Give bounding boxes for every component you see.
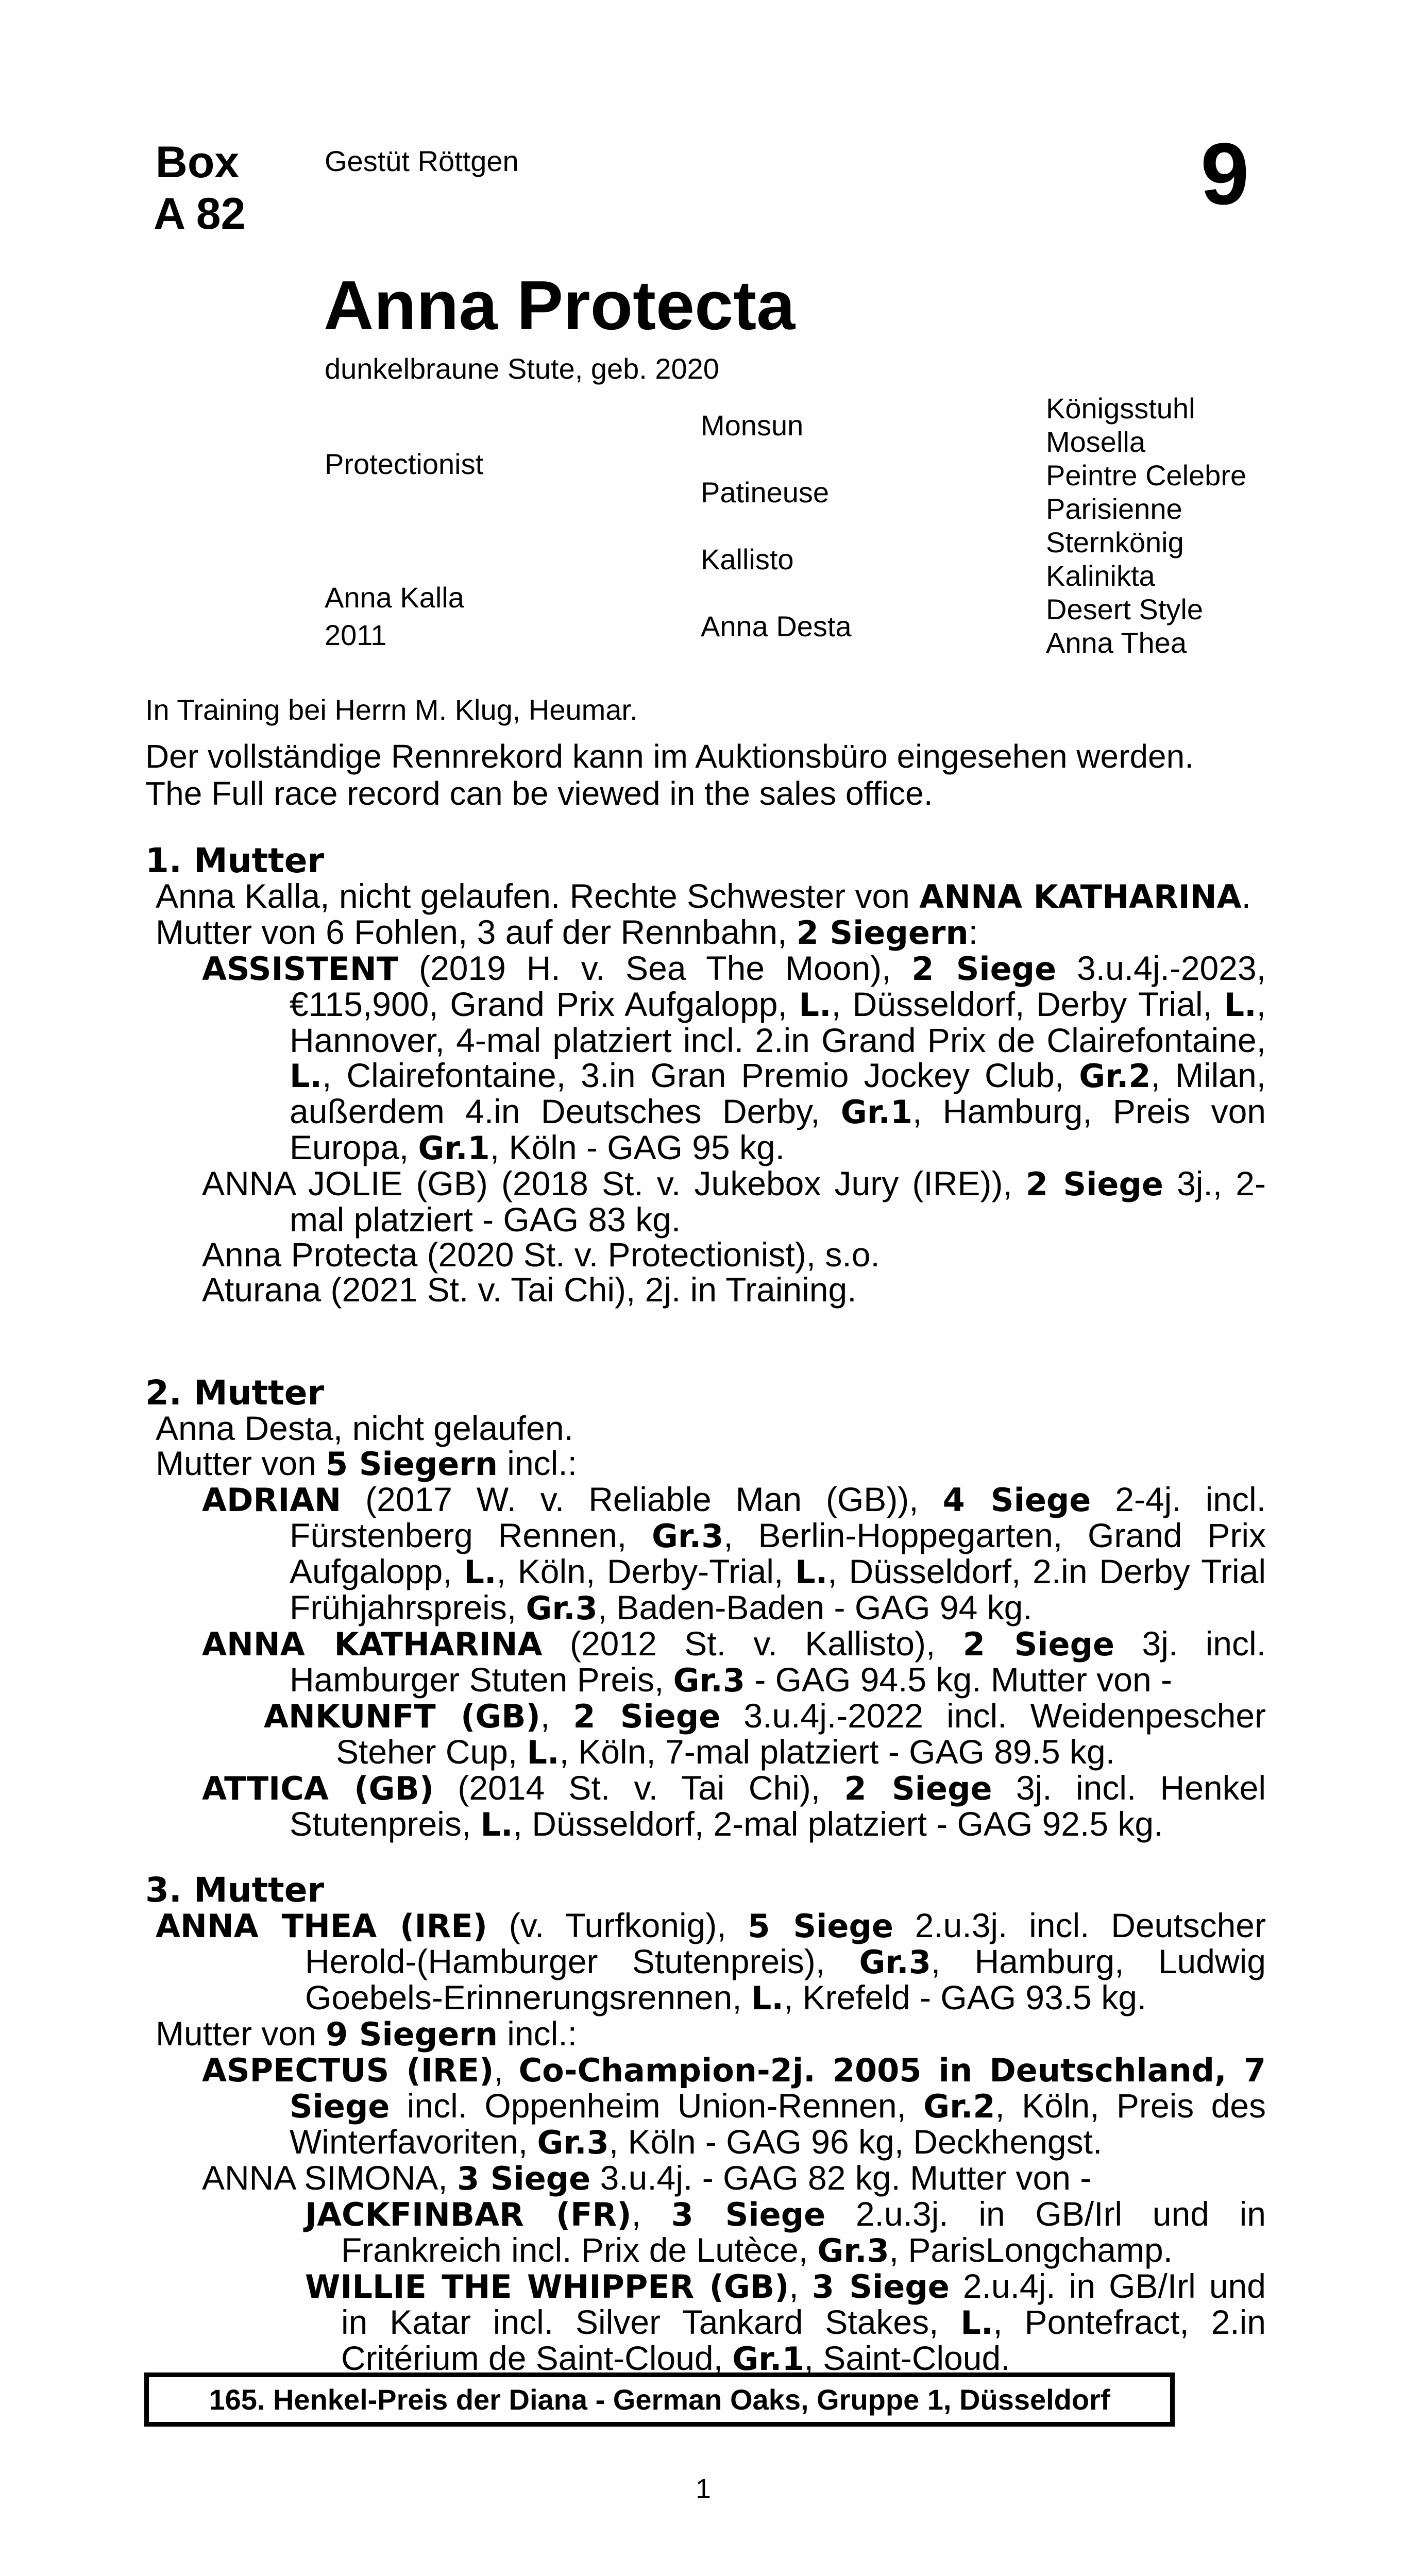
dam-line: ANNA THEA (IRE) (v. Turfkonig), 5 Siege 2.u.3j. incl. Deutscher Herold-(Hamburger Stutenpreis), Gr.3, Hamburg, Ludwig Goebels-Erinnerungsrennen, L., Krefeld - GAG 93.5 kg. xyxy=(156,1906,1266,2017)
section-heading: 1. Mutter xyxy=(145,841,325,880)
pedigree-gen3-item: Sternkönig xyxy=(1046,526,1184,558)
produce-entry: Aturana (2021 St. v. Tai Chi), 2j. in Training. xyxy=(202,1270,857,1309)
produce-summary: Mutter von 5 Siegern incl.: xyxy=(156,1444,578,1483)
pedigree-dam-year: 2011 xyxy=(325,619,387,651)
notice-en: The Full race record can be viewed in the sales office. xyxy=(145,775,933,812)
produce-sub-entry: ANKUNFT (GB), 2 Siege 3.u.4j.-2022 incl. Weidenpescher Steher Cup, L., Köln, 7-mal platziert - GAG 89.5 kg. xyxy=(264,1697,1266,1771)
pedigree-gen3-item: Kalinikta xyxy=(1046,560,1155,592)
box-label xyxy=(154,137,246,240)
pedigree-sire: Protectionist xyxy=(325,448,484,480)
race-record-notice xyxy=(145,738,1194,812)
pedigree-gen3-item: Desert Style xyxy=(1046,593,1203,625)
produce-entry: ANNA SIMONA, 3 Siege 3.u.4j. - GAG 82 kg. Mutter von - xyxy=(202,2159,1092,2197)
training-note: In Training bei Herrn M. Klug, Heumar. xyxy=(145,693,638,726)
produce-summary: Mutter von 9 Siegern incl.: xyxy=(156,2014,578,2053)
produce-entry: ATTICA (GB) (2014 St. v. Tai Chi), 2 Siege 3j. incl. Henkel Stutenpreis, L., Düsseldorf, 2-mal platziert - GAG 92.5 kg. xyxy=(202,1769,1266,1843)
pedigree-gen3-item: Parisienne xyxy=(1046,493,1182,525)
section-heading: 2. Mutter xyxy=(145,1373,325,1413)
pedigree-gen2-item: Monsun xyxy=(701,409,804,442)
pedigree-dam: Anna Kalla xyxy=(325,581,464,614)
horse-description: dunkelbraune Stute, geb. 2020 xyxy=(325,352,719,385)
produce-sub-entry: WILLIE THE WHIPPER (GB), 3 Siege 2.u.4j. in GB/Irl und in Katar incl. Silver Tankard Stakes, L., Pontefract, 2.in Critérium de Saint-Cloud, Gr.1, Saint-Cloud. xyxy=(305,2267,1266,2378)
produce-entry: ASPECTUS (IRE), Co-Champion-2j. 2005 in Deutschland, 7 Siege incl. Oppenheim Union-Rennen, Gr.2, Köln, Preis des Winterfavoriten, Gr.3, Köln - GAG 96 kg, Deckhengst. xyxy=(202,2050,1266,2161)
produce-sub-entry: JACKFINBAR (FR), 3 Siege 2.u.3j. in GB/Irl und in Frankreich incl. Prix de Lutèce, Gr.3, ParisLongchamp. xyxy=(305,2195,1266,2269)
dam-line: Anna Desta, nicht gelaufen. xyxy=(156,1409,573,1447)
pedigree-gen2-item: Kallisto xyxy=(701,543,794,575)
notice-de: Der vollständige Rennrekord kann im Auktionsbüro eingesehen werden. xyxy=(145,738,1194,775)
produce-entry: ANNA JOLIE (GB) (2018 St. v. Jukebox Jury (IRE)), 2 Siege 3j., 2-mal platziert - GAG 83 kg. xyxy=(202,1164,1266,1239)
produce-entry: ADRIAN (2017 W. v. Reliable Man (GB)), 4 Siege 2-4j. incl. Fürstenberg Rennen, Gr.3, Berlin-Hoppegarten, Grand Prix Aufgalopp, L., Köln, Derby-Trial, L., Düsseldorf, 2.in Derby Trial Frühjahrspreis, Gr.3, Baden-Baden - GAG 94 kg. xyxy=(202,1480,1266,1627)
page-number: 1 xyxy=(696,2473,712,2504)
pedigree-gen2-item: Anna Desta xyxy=(701,610,852,642)
produce-summary: Mutter von 6 Fohlen, 3 auf der Rennbahn, 2 Siegern: xyxy=(156,913,978,952)
section-second-dam xyxy=(145,1373,1266,1843)
pedigree-gen3-item: Mosella xyxy=(1046,426,1145,458)
box-line-2: A 82 xyxy=(154,189,246,239)
pedigree-gen3-item: Königsstuhl xyxy=(1046,392,1195,425)
produce-entry: ASSISTENT (2019 H. v. Sea The Moon), 2 Siege 3.u.4j.-2023, €115,900, Grand Prix Aufgalopp, L., Düsseldorf, Derby Trial, L., Hannover, 4-mal platziert incl. 2.in Grand Prix de Clairefontaine, L., Clairefontaine, 3.in Gran Premio Jockey Club, Gr.2, Milan, außerdem 4.in Deutsches Derby, Gr.1, Hamburg, Preis von Europa, Gr.1, Köln - GAG 95 kg. xyxy=(202,949,1266,1167)
section-first-dam xyxy=(145,843,1266,1307)
race-footer-box xyxy=(144,2372,1175,2427)
produce-entry: ANNA KATHARINA (2012 St. v. Kallisto), 2 Siege 3j. incl. Hamburger Stuten Preis, Gr.3 - GAG 94.5 kg. Mutter von - xyxy=(202,1624,1266,1699)
lot-number: 9 xyxy=(1200,125,1249,223)
pedigree-gen3-item: Anna Thea xyxy=(1046,626,1187,659)
pedigree-gen3-item: Peintre Celebre xyxy=(1046,459,1247,492)
produce-entry: Anna Protecta (2020 St. v. Protectionist), s.o. xyxy=(202,1235,880,1274)
pedigree-gen2-item: Patineuse xyxy=(701,476,830,509)
dam-line: Anna Kalla, nicht gelaufen. Rechte Schwester von ANNA KATHARINA. xyxy=(156,877,1251,916)
breeder: Gestüt Röttgen xyxy=(325,145,519,177)
horse-name: Anna Protecta xyxy=(324,266,796,344)
section-heading: 3. Mutter xyxy=(145,1870,325,1910)
race-title: 165. Henkel-Preis der Diana - German Oaks, Gruppe 1, Düsseldorf xyxy=(209,2383,1110,2416)
box-line-1: Box xyxy=(155,138,240,187)
section-third-dam xyxy=(145,1870,1266,2378)
